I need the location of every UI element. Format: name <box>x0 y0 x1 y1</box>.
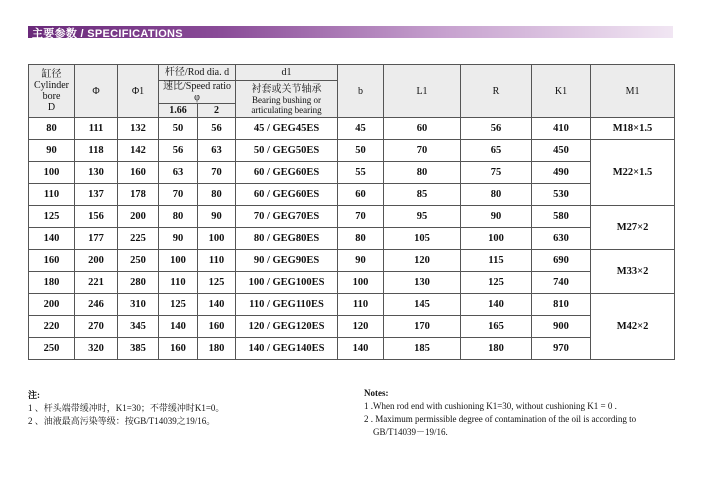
cell-phi1: 250 <box>118 250 159 272</box>
header-bore-en2: bore <box>42 91 61 102</box>
cell-k1: 530 <box>532 184 591 206</box>
table-body <box>29 118 675 360</box>
header-bearing-cn: 衬套或关节轴承 <box>251 83 322 95</box>
cell-k1: 900 <box>532 316 591 338</box>
cell-k1: 810 <box>532 294 591 316</box>
cell-k1: 490 <box>532 162 591 184</box>
cell-m1: M27×2 <box>591 206 675 250</box>
notes-cn-title: 注: <box>28 390 40 400</box>
cell-d2: 56 <box>198 118 236 140</box>
cell-d1: 50 <box>159 118 198 140</box>
header-bearing-en2: articulating bearing <box>251 104 322 115</box>
cell-r: 140 <box>461 294 532 316</box>
cell-phi: 137 <box>75 184 118 206</box>
notes-cn-item-1: 1 、杆头端带缓冲时，K1=30；不带缓冲时K1=0。 <box>28 403 225 413</box>
header-ratio-2: 2 <box>198 104 236 118</box>
header-bearing-en1: Bearing bushing or <box>252 94 322 105</box>
cell-bearing: 70 / GEG70ES <box>236 206 338 228</box>
cell-bearing: 60 / GEG60ES <box>236 184 338 206</box>
cell-d2: 125 <box>198 272 236 294</box>
cell-d: 140 <box>29 228 75 250</box>
cell-r: 100 <box>461 228 532 250</box>
table-row <box>29 294 675 316</box>
notes-english <box>364 387 636 439</box>
cell-l1: 80 <box>384 162 461 184</box>
cell-k1: 740 <box>532 272 591 294</box>
cell-b: 80 <box>338 228 384 250</box>
cell-d2: 160 <box>198 316 236 338</box>
cell-bearing: 140 / GEG140ES <box>236 338 338 360</box>
cell-d: 250 <box>29 338 75 360</box>
cell-d: 200 <box>29 294 75 316</box>
cell-bearing: 80 / GEG80ES <box>236 228 338 250</box>
cell-d2: 180 <box>198 338 236 360</box>
cell-r: 65 <box>461 140 532 162</box>
notes-cn-item-2: 2 、油液最高污染等级：按GB/T14039之19/16。 <box>28 416 216 426</box>
header-d1: d1 <box>236 65 338 81</box>
table-row <box>29 118 675 140</box>
cell-l1: 60 <box>384 118 461 140</box>
cell-d1: 90 <box>159 228 198 250</box>
cell-l1: 105 <box>384 228 461 250</box>
header-b: b <box>338 65 384 118</box>
cell-phi1: 160 <box>118 162 159 184</box>
cell-d2: 80 <box>198 184 236 206</box>
cell-r: 115 <box>461 250 532 272</box>
cell-phi: 177 <box>75 228 118 250</box>
cell-d2: 63 <box>198 140 236 162</box>
cell-d1: 56 <box>159 140 198 162</box>
table-row <box>29 272 675 294</box>
table-row <box>29 228 675 250</box>
cell-r: 90 <box>461 206 532 228</box>
header-phi1: Φ1 <box>118 65 159 118</box>
header-bore-symbol: D <box>47 102 56 113</box>
cell-bearing: 50 / GEG50ES <box>236 140 338 162</box>
cell-b: 140 <box>338 338 384 360</box>
banner-title: 主要参数 / SPECIFICATIONS <box>32 28 183 40</box>
cell-phi1: 225 <box>118 228 159 250</box>
cell-phi1: 142 <box>118 140 159 162</box>
cell-bearing: 60 / GEG60ES <box>236 162 338 184</box>
table-row <box>29 206 675 228</box>
cell-b: 50 <box>338 140 384 162</box>
cell-d2: 70 <box>198 162 236 184</box>
cell-phi: 200 <box>75 250 118 272</box>
cell-phi: 156 <box>75 206 118 228</box>
cell-d: 125 <box>29 206 75 228</box>
cell-r: 56 <box>461 118 532 140</box>
cell-k1: 450 <box>532 140 591 162</box>
table-row <box>29 338 675 360</box>
table-row <box>29 162 675 184</box>
cell-r: 125 <box>461 272 532 294</box>
header-rod-dia: 杆径/Rod dia. d <box>159 65 236 81</box>
cell-d2: 110 <box>198 250 236 272</box>
header-L1: L1 <box>384 65 461 118</box>
cell-d1: 63 <box>159 162 198 184</box>
specifications-table <box>28 64 675 360</box>
table-row <box>29 140 675 162</box>
cell-bearing: 110 / GEG110ES <box>236 294 338 316</box>
cell-bearing: 120 / GEG120ES <box>236 316 338 338</box>
header-bore-en1: Cylinder <box>34 80 69 91</box>
cell-phi1: 280 <box>118 272 159 294</box>
header-phi: Φ <box>75 65 118 118</box>
cell-l1: 170 <box>384 316 461 338</box>
cell-r: 165 <box>461 316 532 338</box>
cell-b: 60 <box>338 184 384 206</box>
cell-l1: 145 <box>384 294 461 316</box>
table-header <box>29 65 675 118</box>
cell-phi: 118 <box>75 140 118 162</box>
cell-b: 45 <box>338 118 384 140</box>
cell-bearing: 45 / GEG45ES <box>236 118 338 140</box>
cell-b: 110 <box>338 294 384 316</box>
cell-r: 75 <box>461 162 532 184</box>
cell-d1: 110 <box>159 272 198 294</box>
cell-d: 90 <box>29 140 75 162</box>
cell-l1: 85 <box>384 184 461 206</box>
notes-en-item-2: 2 . Maximum permissible degree of contamination of the oil is according to <box>364 414 637 424</box>
cell-k1: 410 <box>532 118 591 140</box>
cell-phi: 270 <box>75 316 118 338</box>
cell-d2: 100 <box>198 228 236 250</box>
cell-d2: 90 <box>198 206 236 228</box>
notes-chinese <box>28 389 224 428</box>
cell-b: 120 <box>338 316 384 338</box>
header-bearing <box>236 81 338 118</box>
cell-phi1: 345 <box>118 316 159 338</box>
notes-en-item-1: 1 .When rod end with cushioning K1=30, without cushioning K1 = 0 . <box>364 401 617 411</box>
cell-b: 70 <box>338 206 384 228</box>
cell-l1: 95 <box>384 206 461 228</box>
cell-phi: 130 <box>75 162 118 184</box>
header-M1: M1 <box>591 65 675 118</box>
section-banner <box>28 26 673 38</box>
cell-phi: 320 <box>75 338 118 360</box>
cell-b: 55 <box>338 162 384 184</box>
cell-d: 110 <box>29 184 75 206</box>
cell-d: 180 <box>29 272 75 294</box>
cell-d: 100 <box>29 162 75 184</box>
cell-l1: 130 <box>384 272 461 294</box>
cell-phi1: 385 <box>118 338 159 360</box>
cell-b: 100 <box>338 272 384 294</box>
header-K1: K1 <box>532 65 591 118</box>
cell-d1: 140 <box>159 316 198 338</box>
cell-k1: 580 <box>532 206 591 228</box>
cell-phi: 246 <box>75 294 118 316</box>
cell-d2: 140 <box>198 294 236 316</box>
cell-phi1: 310 <box>118 294 159 316</box>
cell-d: 80 <box>29 118 75 140</box>
cell-d1: 70 <box>159 184 198 206</box>
cell-d: 220 <box>29 316 75 338</box>
cell-bearing: 90 / GEG90ES <box>236 250 338 272</box>
header-cylinder-bore <box>29 65 75 118</box>
cell-k1: 970 <box>532 338 591 360</box>
cell-k1: 630 <box>532 228 591 250</box>
cell-d1: 100 <box>159 250 198 272</box>
cell-l1: 120 <box>384 250 461 272</box>
cell-m1: M42×2 <box>591 294 675 360</box>
cell-m1: M18×1.5 <box>591 118 675 140</box>
cell-r: 80 <box>461 184 532 206</box>
notes-en-title: Notes: <box>364 388 389 398</box>
cell-d1: 125 <box>159 294 198 316</box>
cell-d1: 160 <box>159 338 198 360</box>
cell-k1: 690 <box>532 250 591 272</box>
header-bore-cn: 缸径 <box>41 69 62 80</box>
header-ratio-166: 1.66 <box>159 104 198 118</box>
cell-m1: M33×2 <box>591 250 675 294</box>
notes-en-item-2-cont: GB/T14039－19/16. <box>373 427 448 437</box>
cell-m1: M22×1.5 <box>591 140 675 206</box>
table-row <box>29 250 675 272</box>
cell-phi1: 132 <box>118 118 159 140</box>
table-row <box>29 316 675 338</box>
cell-b: 90 <box>338 250 384 272</box>
cell-phi: 221 <box>75 272 118 294</box>
cell-phi: 111 <box>75 118 118 140</box>
header-R: R <box>461 65 532 118</box>
cell-d: 160 <box>29 250 75 272</box>
table-row <box>29 184 675 206</box>
cell-phi1: 200 <box>118 206 159 228</box>
cell-l1: 70 <box>384 140 461 162</box>
cell-l1: 185 <box>384 338 461 360</box>
cell-phi1: 178 <box>118 184 159 206</box>
cell-bearing: 100 / GEG100ES <box>236 272 338 294</box>
cell-r: 180 <box>461 338 532 360</box>
cell-d1: 80 <box>159 206 198 228</box>
header-speed-ratio: 速比/Speed ratio φ <box>159 81 236 104</box>
